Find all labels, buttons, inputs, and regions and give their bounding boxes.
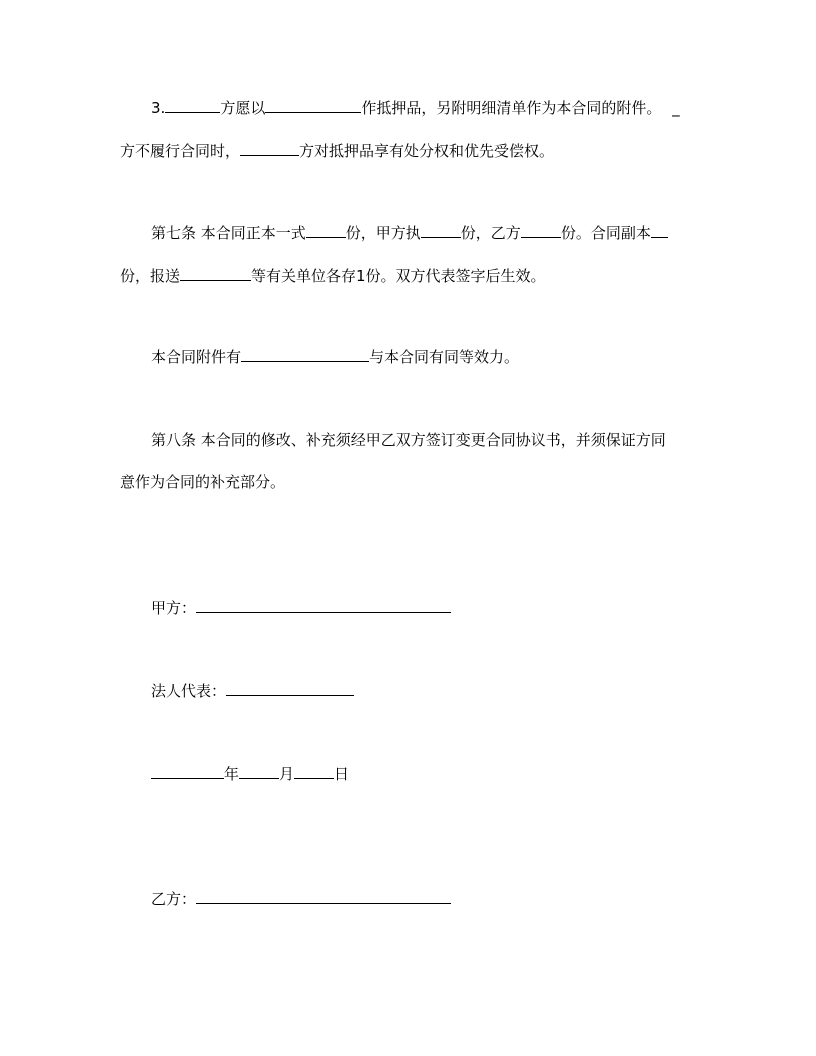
attachment-text: 与本合同有同等效力。 [369,348,520,366]
clause-3-line-2 [120,140,554,160]
clause-text: 方不履行合同时， [120,142,241,160]
clause-3-line-1 [151,97,680,117]
legal-rep-signature-field [226,680,354,696]
blank-field [265,97,361,113]
blank-field [421,222,461,238]
article-text: 第七条 本合同正本一式 [151,224,306,242]
blank-field [165,97,220,113]
year-label: 年 [224,765,240,783]
day-field [294,763,334,779]
blank-field [306,222,346,238]
date-line [151,763,349,783]
legal-rep-line [151,680,354,700]
article-8-line-1 [151,430,666,450]
article-text: 意作为合同的补充部分。 [120,473,286,491]
article-text: 第八条 本合同的修改、补充须经甲乙双方签订变更合同协议书，并须保证方同 [151,431,666,449]
party-a-line [151,597,451,617]
month-field [239,763,279,779]
party-a-signature-field [196,597,451,613]
year-field [151,763,224,779]
article-7-line-2 [120,265,546,285]
article-text: 份，乙方 [460,224,521,242]
party-b-label: 乙方： [151,890,197,908]
month-label: 月 [279,765,295,783]
clause-text: 方对抵押品享有处分权和优先受偿权。 [299,142,555,160]
article-8-line-2 [120,472,285,492]
article-text: 份，报送 [120,267,181,285]
party-b-signature-field [196,888,451,904]
tail-blank: _ [672,99,680,117]
blank-field [240,140,299,156]
blank-field [521,222,561,238]
attachment-text: 本合同附件有 [151,348,242,366]
party-b-line [151,888,451,908]
legal-rep-label: 法人代表： [151,682,227,700]
party-a-label: 甲方： [151,599,197,617]
article-text: 份，甲方执 [345,224,421,242]
clause-text: 作抵押品，另附明细清单作为本合同的附件。 [361,99,662,117]
article-7-line-1 [151,222,668,242]
day-label: 日 [334,765,350,783]
clause-text: 方愿以 [220,99,266,117]
blank-field [241,346,369,362]
attachment-line [151,346,519,366]
clause-number: 3. [151,99,166,117]
article-text: 等有关单位各存1份。双方代表签字后生效。 [251,267,546,285]
blank-field [651,222,668,238]
blank-field [180,265,251,281]
article-text: 份。合同副本 [560,224,651,242]
